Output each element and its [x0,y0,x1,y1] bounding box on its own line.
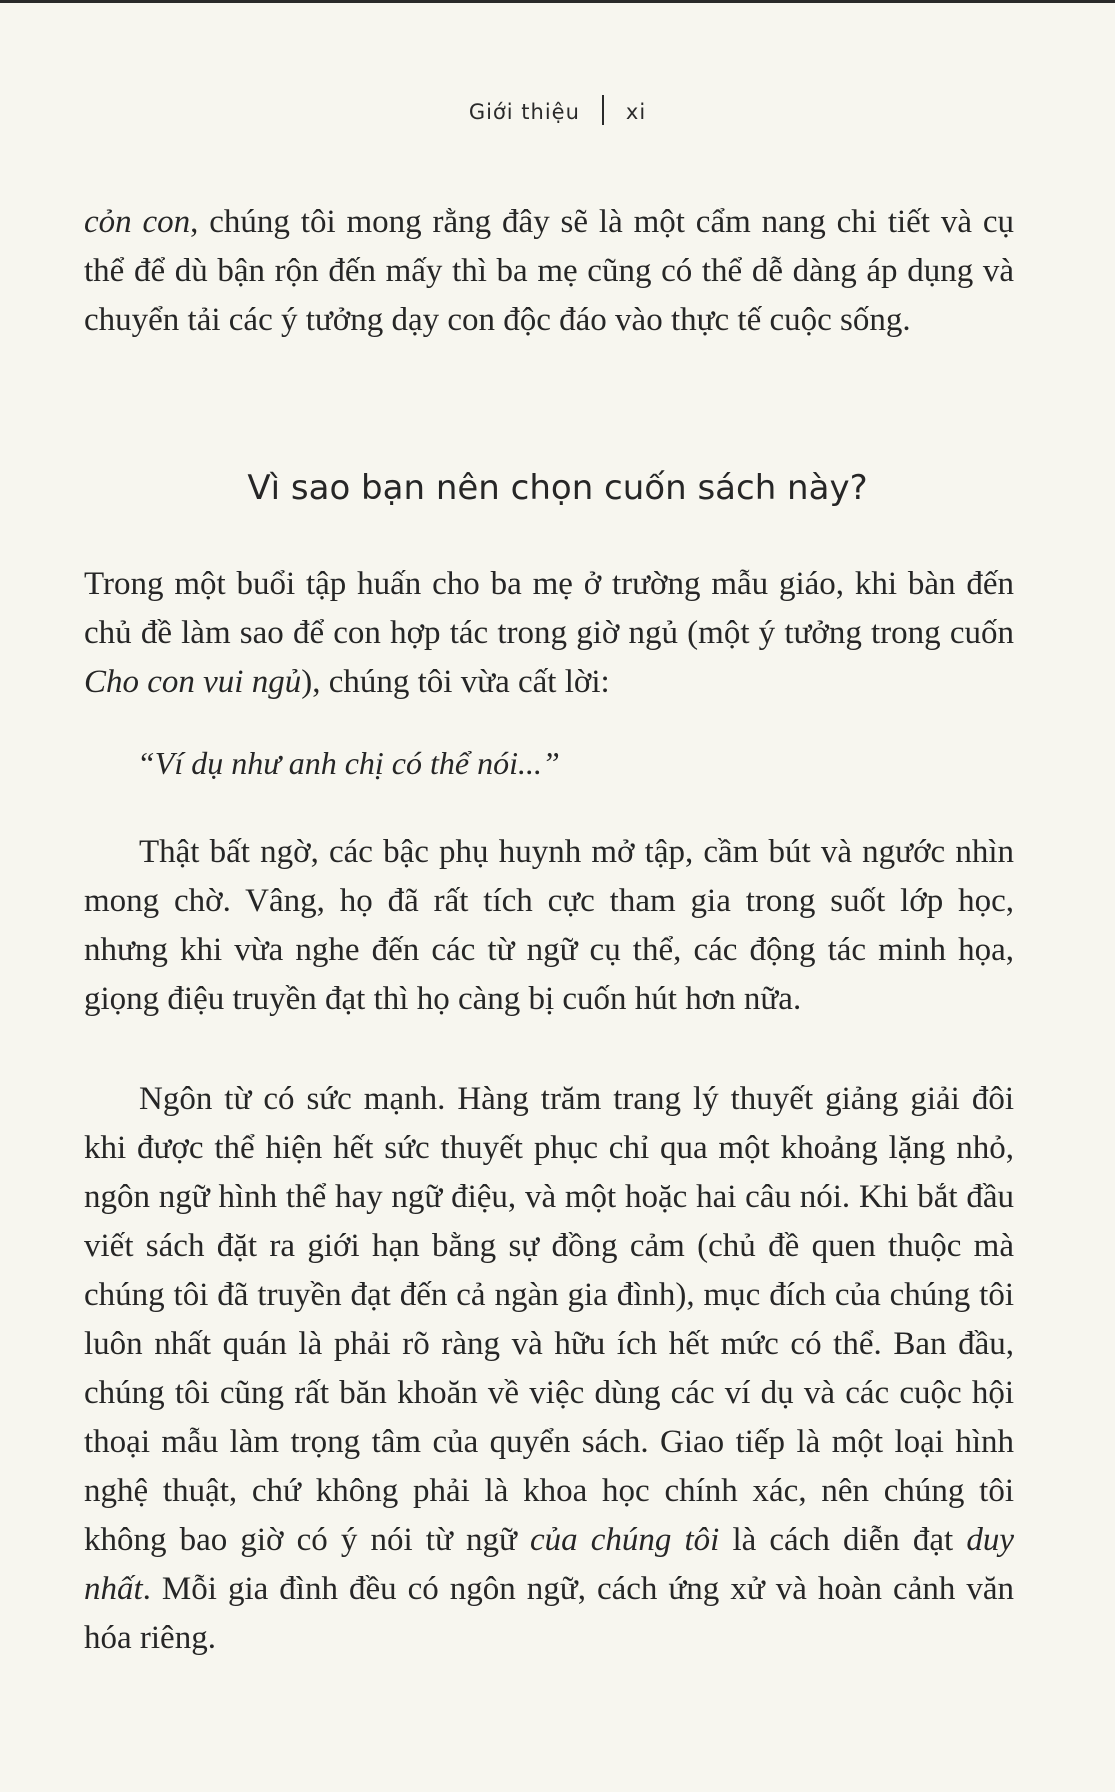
paragraph-2-text-a: Trong một buổi tập huấn cho ba mẹ ở trường mẫu giáo, khi bàn đến chủ đề làm sao để con hợp tác trong giờ ngủ (một ý tưởng trong cuốn [84,566,1014,651]
paragraph-4-text-c: . Mỗi gia đình đều có ngôn ngữ, cách ứng xử và hoàn cảnh văn hóa riêng. [84,1571,1014,1656]
paragraph-1-text: , chúng tôi mong rằng đây sẽ là một cẩm nang chi tiết và cụ thể để dù bận rộn đến mấy thì ba mẹ cũng có thể dễ dàng áp dụng và chuyển tải các ý tưởng dạy con độc đáo vào thực tế cuộc sống. [84,204,1015,338]
section-heading: Vì sao bạn nên chọn cuốn sách này? [247,468,868,508]
paragraph-1-italic-lead: cỏn con [84,204,191,240]
paragraph-2 [84,560,1014,707]
paragraph-4-text-a: Ngôn từ có sức mạnh. Hàng trăm trang lý thuyết giảng giải đôi khi được thể hiện hết sức thuyết phục chỉ qua một khoảng lặng nhỏ, ngôn ngữ hình thể hay ngữ điệu, và một hoặc hai câu nói. Khi bắt đầu viết sách đặt ra giới hạn bằng sự đồng cảm (chủ đề quen thuộc mà chúng tôi đã truyền đạt đến cả ngàn gia đình), mục đích của chúng tôi luôn nhất quán là phải rõ ràng và hữu ích hết mức có thể. Ban đầu, chúng tôi cũng rất băn khoăn về việc dùng các ví dụ và các cuộc hội thoại mẫu làm trọng tâm của quyển sách. Giao tiếp là một loại hình nghệ thuật, chứ không phải là khoa học chính xác, nên chúng tôi không bao giờ có ý nói từ ngữ [84,1081,1014,1558]
running-head-section: Giới thiệu [468,100,580,124]
page-number: xi [625,100,647,124]
paragraph-4-italic-a: của chúng tôi [529,1522,720,1558]
paragraph-4-italic-b: duy nhất [84,1522,1014,1607]
running-head [0,98,1115,128]
paragraph-4 [84,1075,1014,1663]
paragraph-2-text-b: ), chúng tôi vừa cất lời: [301,664,610,700]
running-head-separator [602,95,604,125]
paragraph-3: Thật bất ngờ, các bậc phụ huynh mở tập, cầm bút và ngước nhìn mong chờ. Vâng, họ đã rất tích cực tham gia trong suốt lớp học, nhưng khi vừa nghe đến các từ ngữ cụ thể, các động tác minh họa, giọng điệu truyền đạt thì họ càng bị cuốn hút hơn nữa. [84,834,1014,1017]
example-quote: “Ví dụ như anh chị có thể nói...” [137,745,560,781]
paragraph-4-text-b: là cách diễn đạt [719,1522,967,1558]
page-top-edge [0,0,1115,3]
paragraph-1 [84,198,1014,345]
paragraph-2-book-title: Cho con vui ngủ [84,664,302,700]
